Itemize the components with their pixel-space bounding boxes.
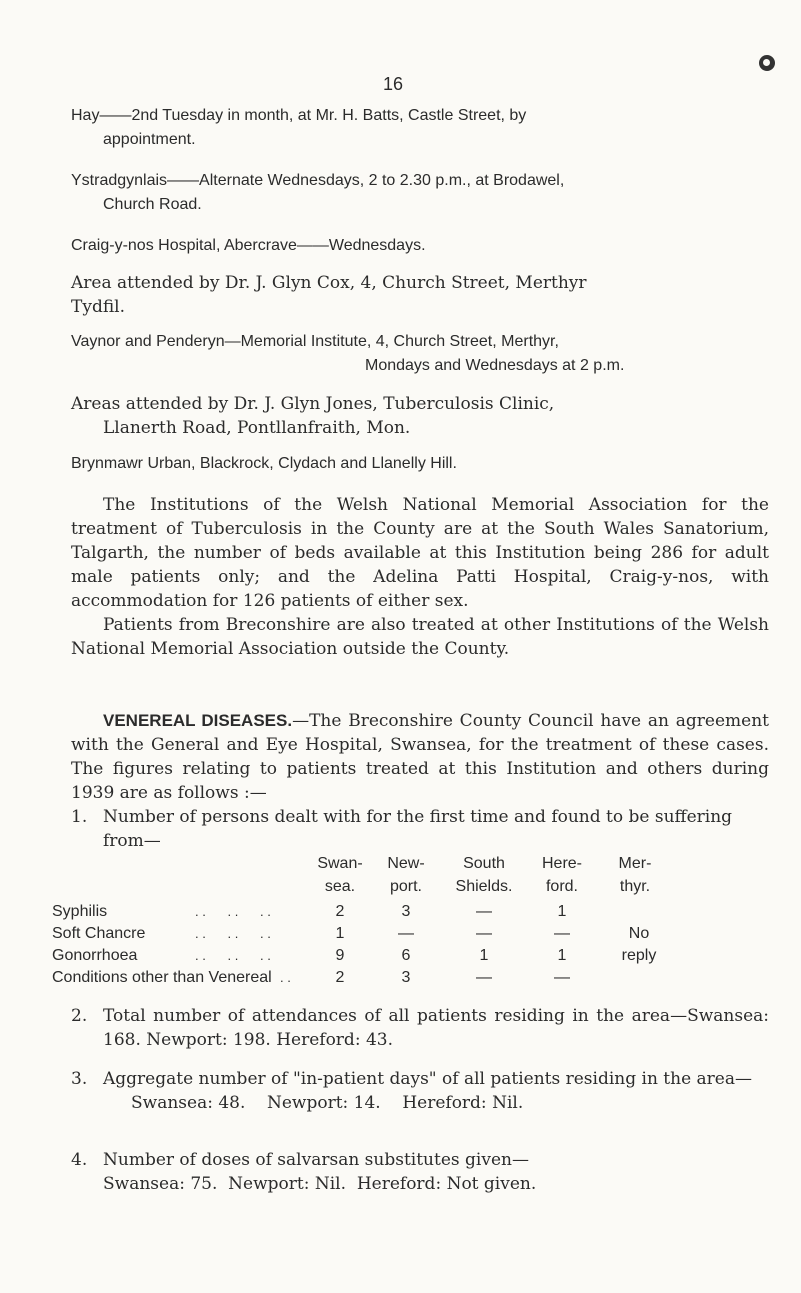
clinic-hay: Hay——2nd Tuesday in month, at Mr. H. Batts, Castle Street, by appointment.	[71, 107, 527, 148]
merthyr-no-reply: No reply	[621, 925, 657, 964]
col-south-shields: South Shields.	[455, 855, 513, 895]
col-hereford: Here- ford.	[541, 855, 582, 895]
item-2: 2. Total number of attendances of all patients residing in the area—Swansea: 168. Newport: 198. Hereford: 43.	[71, 1006, 769, 1050]
vaynor-penderyn: Vaynor and Penderyn—Memorial Institute, 4, Church Street, Merthyr, Mondays and Wednesdays at 2 p.m.	[71, 333, 625, 374]
col-newport: New- port.	[387, 855, 425, 895]
table-row: Soft Chancre	[52, 925, 146, 942]
col-merthyr: Mer- thyr.	[618, 855, 652, 895]
venereal-table-header	[0, 852, 801, 902]
institutions-paragraph: The Institutions of the Welsh National Memorial Association for the treatment of Tuberculosis in the County are at the South Wales Sanatorium, Talgarth, the number of beds available at this Institution being 286 for adult male patients only; and the Adelina Patti Hospital, Craig-y-nos, with accommodation for 126 patients of either sex.	[71, 495, 769, 611]
table-row: Conditions other than Venereal	[52, 969, 272, 986]
table-row: Gonorrhoea	[52, 947, 138, 964]
item-1: 1. Number of persons dealt with for the first time and found to be suffering from—	[71, 807, 733, 851]
brynmawr-line: Brynmawr Urban, Blackrock, Clydach and Llanelly Hill.	[71, 455, 457, 472]
area-jones: Areas attended by Dr. J. Glyn Jones, Tuberculosis Clinic, Llanerth Road, Pontllanfraith, Mon.	[71, 394, 555, 438]
page-number: 16	[383, 74, 404, 94]
col-swansea: Swan- sea.	[317, 855, 363, 895]
corner-mark-icon	[759, 55, 775, 71]
area-cox: Area attended by Dr. J. Glyn Cox, 4, Church Street, Merthyr Tydfil.	[71, 273, 587, 317]
clinic-craig-y-nos: Craig-y-nos Hospital, Abercrave——Wednesdays.	[71, 237, 426, 254]
venereal-paragraph: VENEREAL DISEASES.—The Breconshire County Council have an agreement with the General and Eye Hospital, Swansea, for the treatment of these cases. The figures relating to patients treated at this Institution and others during 1939 are as follows :—	[71, 711, 770, 803]
clinic-ystradgynlais: Ystradgynlais——Alternate Wednesdays, 2 to 2.30 p.m., at Brodawel, Church Road.	[71, 172, 565, 213]
item-3: 3. Aggregate number of "in-patient days" of all patients residing in the area— Swansea: 48. Newport: 14. Hereford: Nil.	[71, 1069, 753, 1113]
item-4: 4. Number of doses of salvarsan substitutes given— Swansea: 75. Newport: Nil. Hereford: Not given.	[71, 1150, 537, 1194]
patients-paragraph: Patients from Breconshire are also treated at other Institutions of the Welsh National Memorial Association outside the County.	[71, 615, 769, 659]
table-row: Syphilis	[52, 903, 108, 920]
venereal-heading: VENEREAL DISEASES.	[103, 711, 293, 730]
